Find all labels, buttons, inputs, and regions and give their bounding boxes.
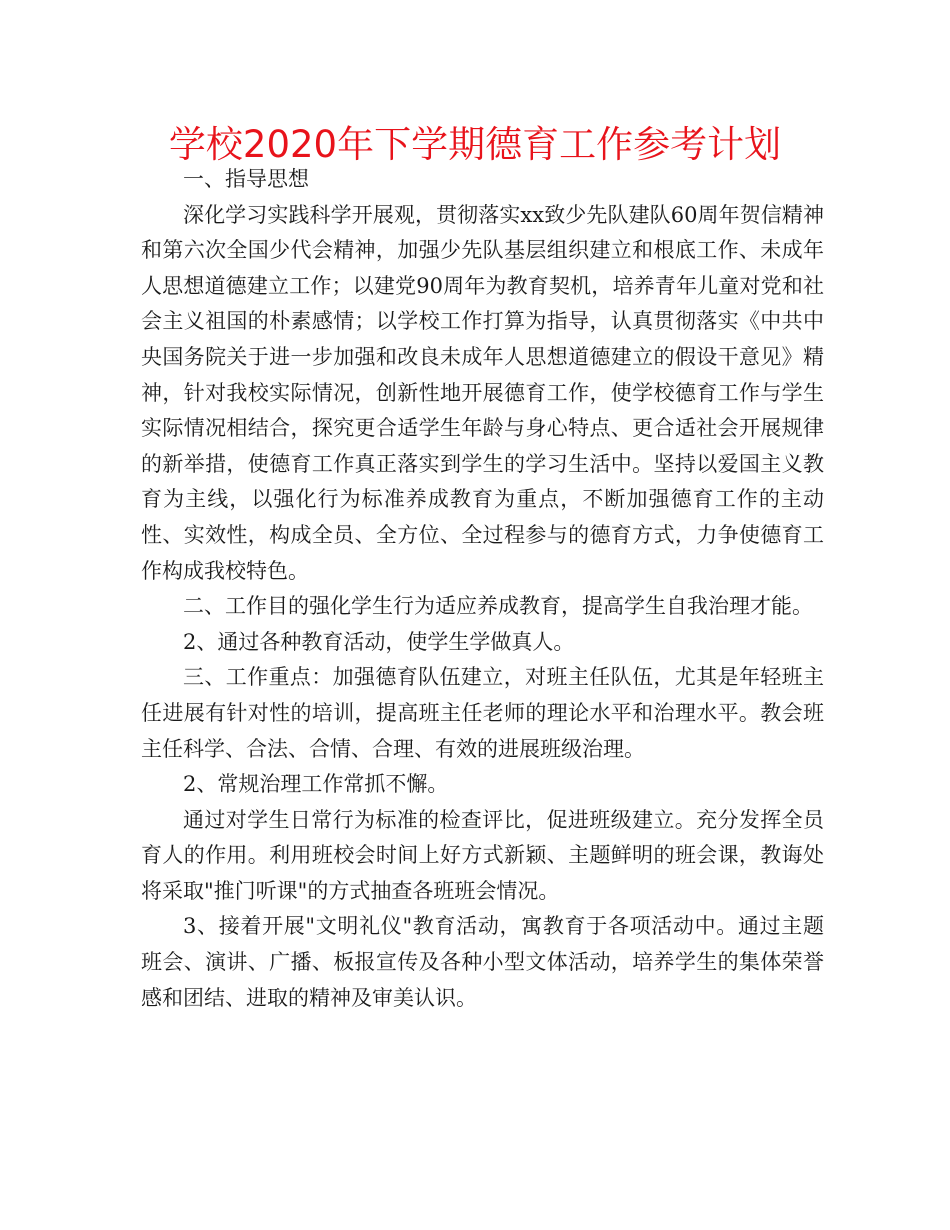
section-heading-guiding-ideology: 一、指导思想 — [183, 167, 309, 191]
paragraph-routine-management: 通过对学生日常行为标准的检查评比，促进班级建立。充分发挥全员育人的作用。利用班校会时间上好方式新颖、主题鲜明的班会课，教诲处将采取"推门听课"的方式抽查各班班会情况。 — [141, 807, 824, 903]
paragraph-guiding-ideology: 深化学习实践科学开展观，贯彻落实xx致少先队建队60周年贺信精神和第六次全国少代会精神，加强少先队基层组织建立和根底工作、未成年人思想道德建立工作；以建党90周年为教育契机，培养青年儿童对党和社会主义祖国的朴素感情；以学校工作打算为指导，认真贯彻落实《中共中央国务院关于进一步加强和改良未成年人思想道德建立的假设干意见》精神，针对我校实际情况，创新性地开展德育工作，使学校德育工作与学生实际情况相结合，探究更合适学生年龄与身心特点、更合适社会开展规律的新举措，使德育工作真正落实到学生的学习生活中。坚持以爱国主义教育为主线，以强化行为标准养成教育为重点，不断加强德育工作的主动性、实效性，构成全员、全方位、全过程参与的德育方式，力争使德育工作构成我校特色。 — [141, 202, 824, 583]
paragraph-work-focus: 三、工作重点：加强德育队伍建立，对班主任队伍，尤其是年轻班主任进展有针对性的培训，提高班主任老师的理论水平和治理水平。教会班主任科学、合法、合情、合理、有效的进展班级治理。 — [141, 665, 824, 761]
paragraph-work-goals: 二、工作目的强化学生行为适应养成教育，提高学生自我治理才能。 — [183, 594, 813, 619]
paragraph-goal-item-2: 2、通过各种教育活动，使学生学做真人。 — [183, 629, 575, 654]
paragraph-focus-item-3: 3、接着开展"文明礼仪"教育活动，寓教育于各项活动中。通过主题班会、演讲、广播、板报宣传及各种小型文体活动，培养学生的集体荣誉感和团结、进取的精神及审美认识。 — [141, 914, 824, 1010]
document-title: 学校2020年下学期德育工作参考计划 — [168, 123, 782, 166]
paragraph-focus-item-2: 2、常规治理工作常抓不懈。 — [183, 772, 449, 797]
document-body — [141, 162, 824, 1016]
